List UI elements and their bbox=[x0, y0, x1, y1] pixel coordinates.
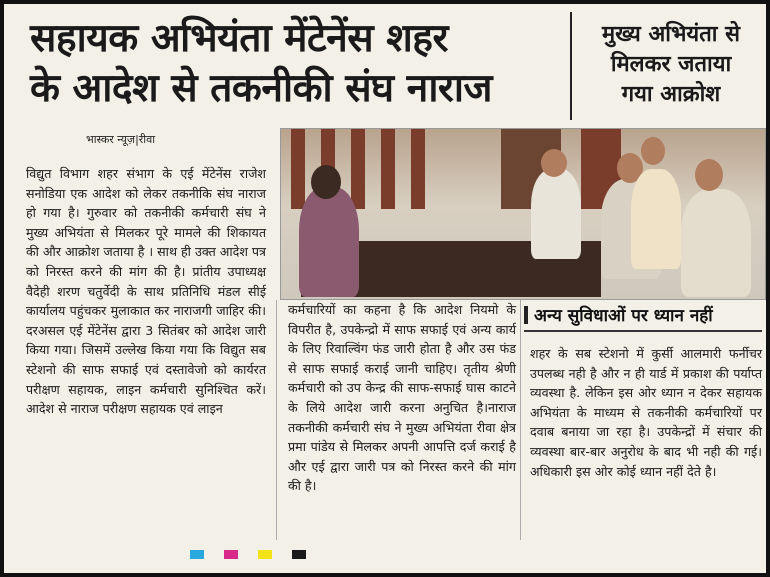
article-column-2: कर्मचारियों का कहना है कि आदेश नियमो के विपरीत है, उपकेन्द्रो में साफ सफाई एवं अन्य कार्य के लिए रिवाल्विंग फंड जारी होता है और उस फंड से साफ सफाई कराई जानी चाहिए। तृतीय श्रेणी कर्मचारी को उप केन्द्र की साफ-सफाई घास काटने के लिये आदेश जारी करना अनुचित है।नाराज तकनीकी कर्मचारी संघ ने मुख्य अभियंता रीवा क्षेत्र प्रमा पांडेय से मिलकर अपनी आपत्ति दर्ज कराई है और एई द्वारा जारी पत्र को निरस्त करने की मांग की है। bbox=[288, 302, 516, 494]
byline: भास्कर न्यूज़|रीवा bbox=[86, 133, 156, 146]
register-mark-yellow bbox=[258, 550, 272, 559]
side-headline-line-1: मुख्य अभियंता से bbox=[602, 22, 740, 47]
register-mark-cyan bbox=[190, 550, 204, 559]
side-headline-line-2: मिलकर जताया bbox=[610, 52, 732, 77]
side-headline bbox=[578, 20, 764, 110]
headline-divider bbox=[570, 12, 572, 120]
news-photo bbox=[280, 128, 766, 300]
column-divider-1 bbox=[276, 300, 277, 540]
box-heading: अन्य सुविधाओं पर ध्यान नहीं bbox=[524, 302, 762, 332]
article-column-1: विद्युत विभाग शहर संभाग के एई मेंटेनेंस राजेश सनोडिया एक आदेश को लेकर तकनीकि संघ नाराज हो गया है। गुरुवार को तकनीकी कर्मचारी संघ ने मुख्य अभियंता से मिलकर पूरे मामले की शिकायत की और आक्रोश जताया है । साथ ही उक्त आदेश पत्र को निरस्त करने की मांग की है। प्रांतीय उपाध्यक्ष वैदेही शरण चतुर्वेदी के साथ प्रतिनिधि मंडल सीई कार्यालय पहुंचकर मुलाकात कर नाराजगी जाहिर की। दरअसल एई मेंटेनेंस द्वारा 3 सितंबर को आदेश जारी किया गया। जिसमें उल्लेख किया गया कि विद्युत सब स्टेशनो की साफ सफाई एवं दस्तावेजो को कार्यरत परीक्षण सहायक, लाइन कर्मचारी सुनिश्चित करें। आदेश से नाराज परीक्षण सहायक एवं लाइन bbox=[26, 166, 267, 417]
article-column-3: शहर के सब स्टेशनो में कुर्सी आलमारी फर्नीचर उपलब्ध नही है और न ही यार्ड में प्रकाश की पर्याप्त व्यवस्था है. लेकिन इस ओर ध्यान न देकर सहायक अभियंता के माध्यम से तकनीकी कर्मचारियों पर दवाब बनाया जा रहा है। उपकेन्द्रों में संचार की व्यवस्था बार-बार अनुरोध के बाद भी नही की गई। अधिकारी इस ओर कोई ध्यान नहीं देते है। bbox=[530, 346, 762, 479]
column-divider-2 bbox=[520, 300, 521, 540]
side-headline-line-3: गया आक्रोश bbox=[621, 82, 721, 107]
register-mark-black bbox=[292, 550, 306, 559]
register-mark-magenta bbox=[224, 550, 238, 559]
main-headline bbox=[30, 14, 560, 114]
headline-line-1: सहायक अभियंता मेंटेनेंस शहर bbox=[30, 16, 448, 61]
headline-line-2: के आदेश से तकनीकी संघ नाराज bbox=[30, 66, 492, 111]
newspaper-clipping bbox=[4, 4, 766, 573]
